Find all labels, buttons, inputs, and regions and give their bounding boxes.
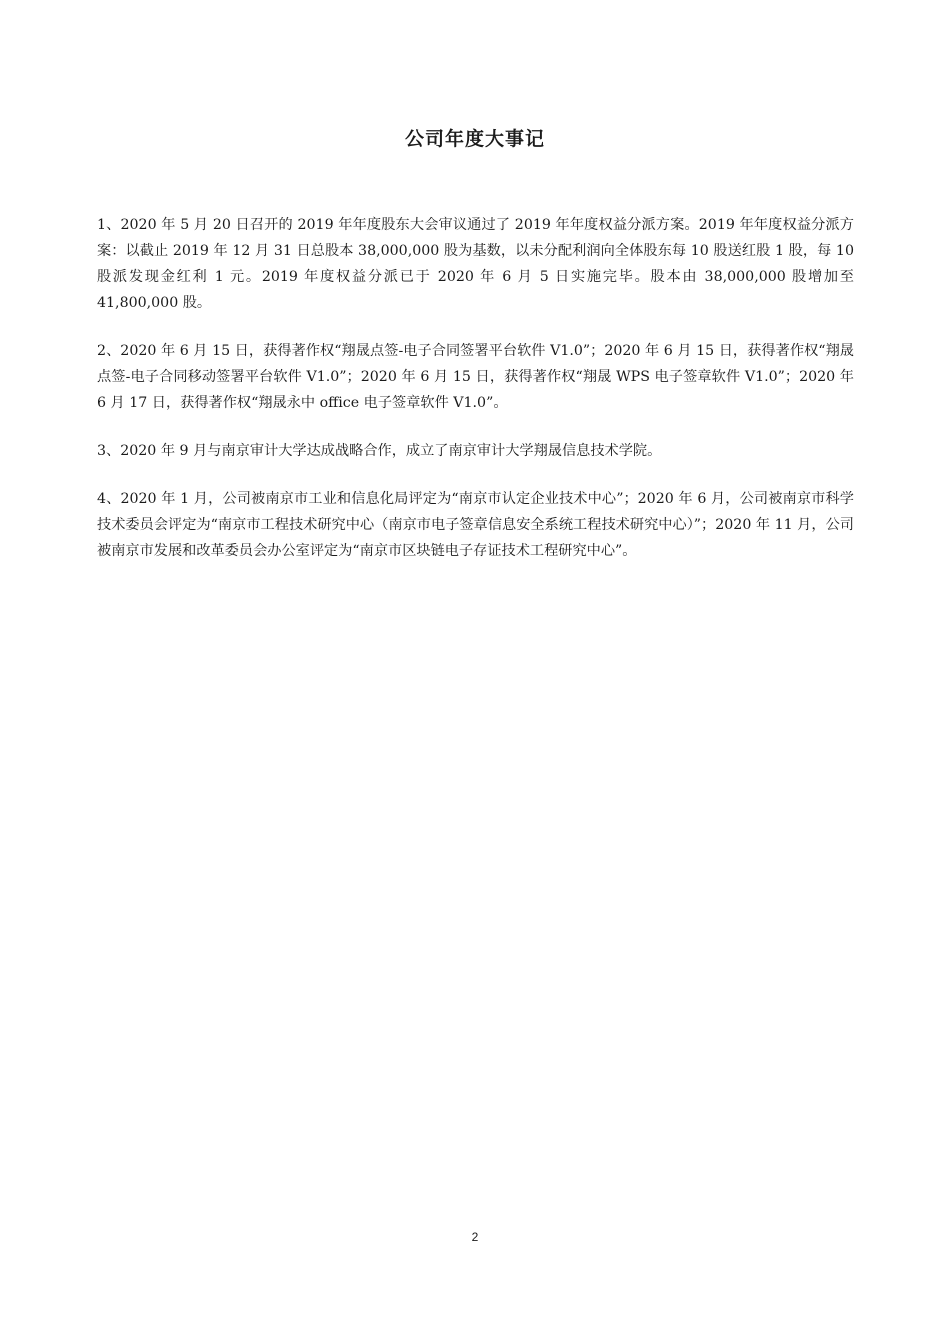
page-number: 2 [471,1230,479,1244]
document-body [97,212,854,586]
paragraph-4: 4、2020 年 1 月，公司被南京市工业和信息化局评定为“南京市认定企业技术中心”；2020 年 6 月，公司被南京市科学技术委员会评定为“南京市工程技术研究中心（南京市电子签章信息安全系统工程技术研究中心）”；2020 年 11 月，公司被南京市发展和改革委员会办公室评定为“南京市区块链电子存证技术工程研究中心”。 [97,491,854,559]
paragraph-2: 2、2020 年 6 月 15 日，获得著作权“翔晟点签-电子合同签署平台软件 V1.0”；2020 年 6 月 15 日，获得著作权“翔晟点签-电子合同移动签署平台软件 V1.0”；2020 年 6 月 15 日，获得著作权“翔晟 WPS 电子签章软件 V1.0”；2020 年 6 月 17 日，获得著作权“翔晟永中 office 电子签章软件 V1.0”。 [97,343,854,411]
paragraph-3: 3、2020 年 9 月与南京审计大学达成战略合作，成立了南京审计大学翔晟信息技术学院。 [97,443,662,459]
paragraph-1: 1、2020 年 5 月 20 日召开的 2019 年年度股东大会审议通过了 2019 年年度权益分派方案。2019 年年度权益分派方案：以截止 2019 年 12 月 31 日总股本 38,000,000 股为基数，以未分配利润向全体股东每 10 股送红股 1 股，每 10 股派发现金红利 1 元。2019 年度权益分派已于 2020 年 6 月 5 日实施完毕。股本由 38,000,000 股增加至 41,800,000 股。 [97,217,854,311]
page-title: 公司年度大事记 [404,128,545,150]
